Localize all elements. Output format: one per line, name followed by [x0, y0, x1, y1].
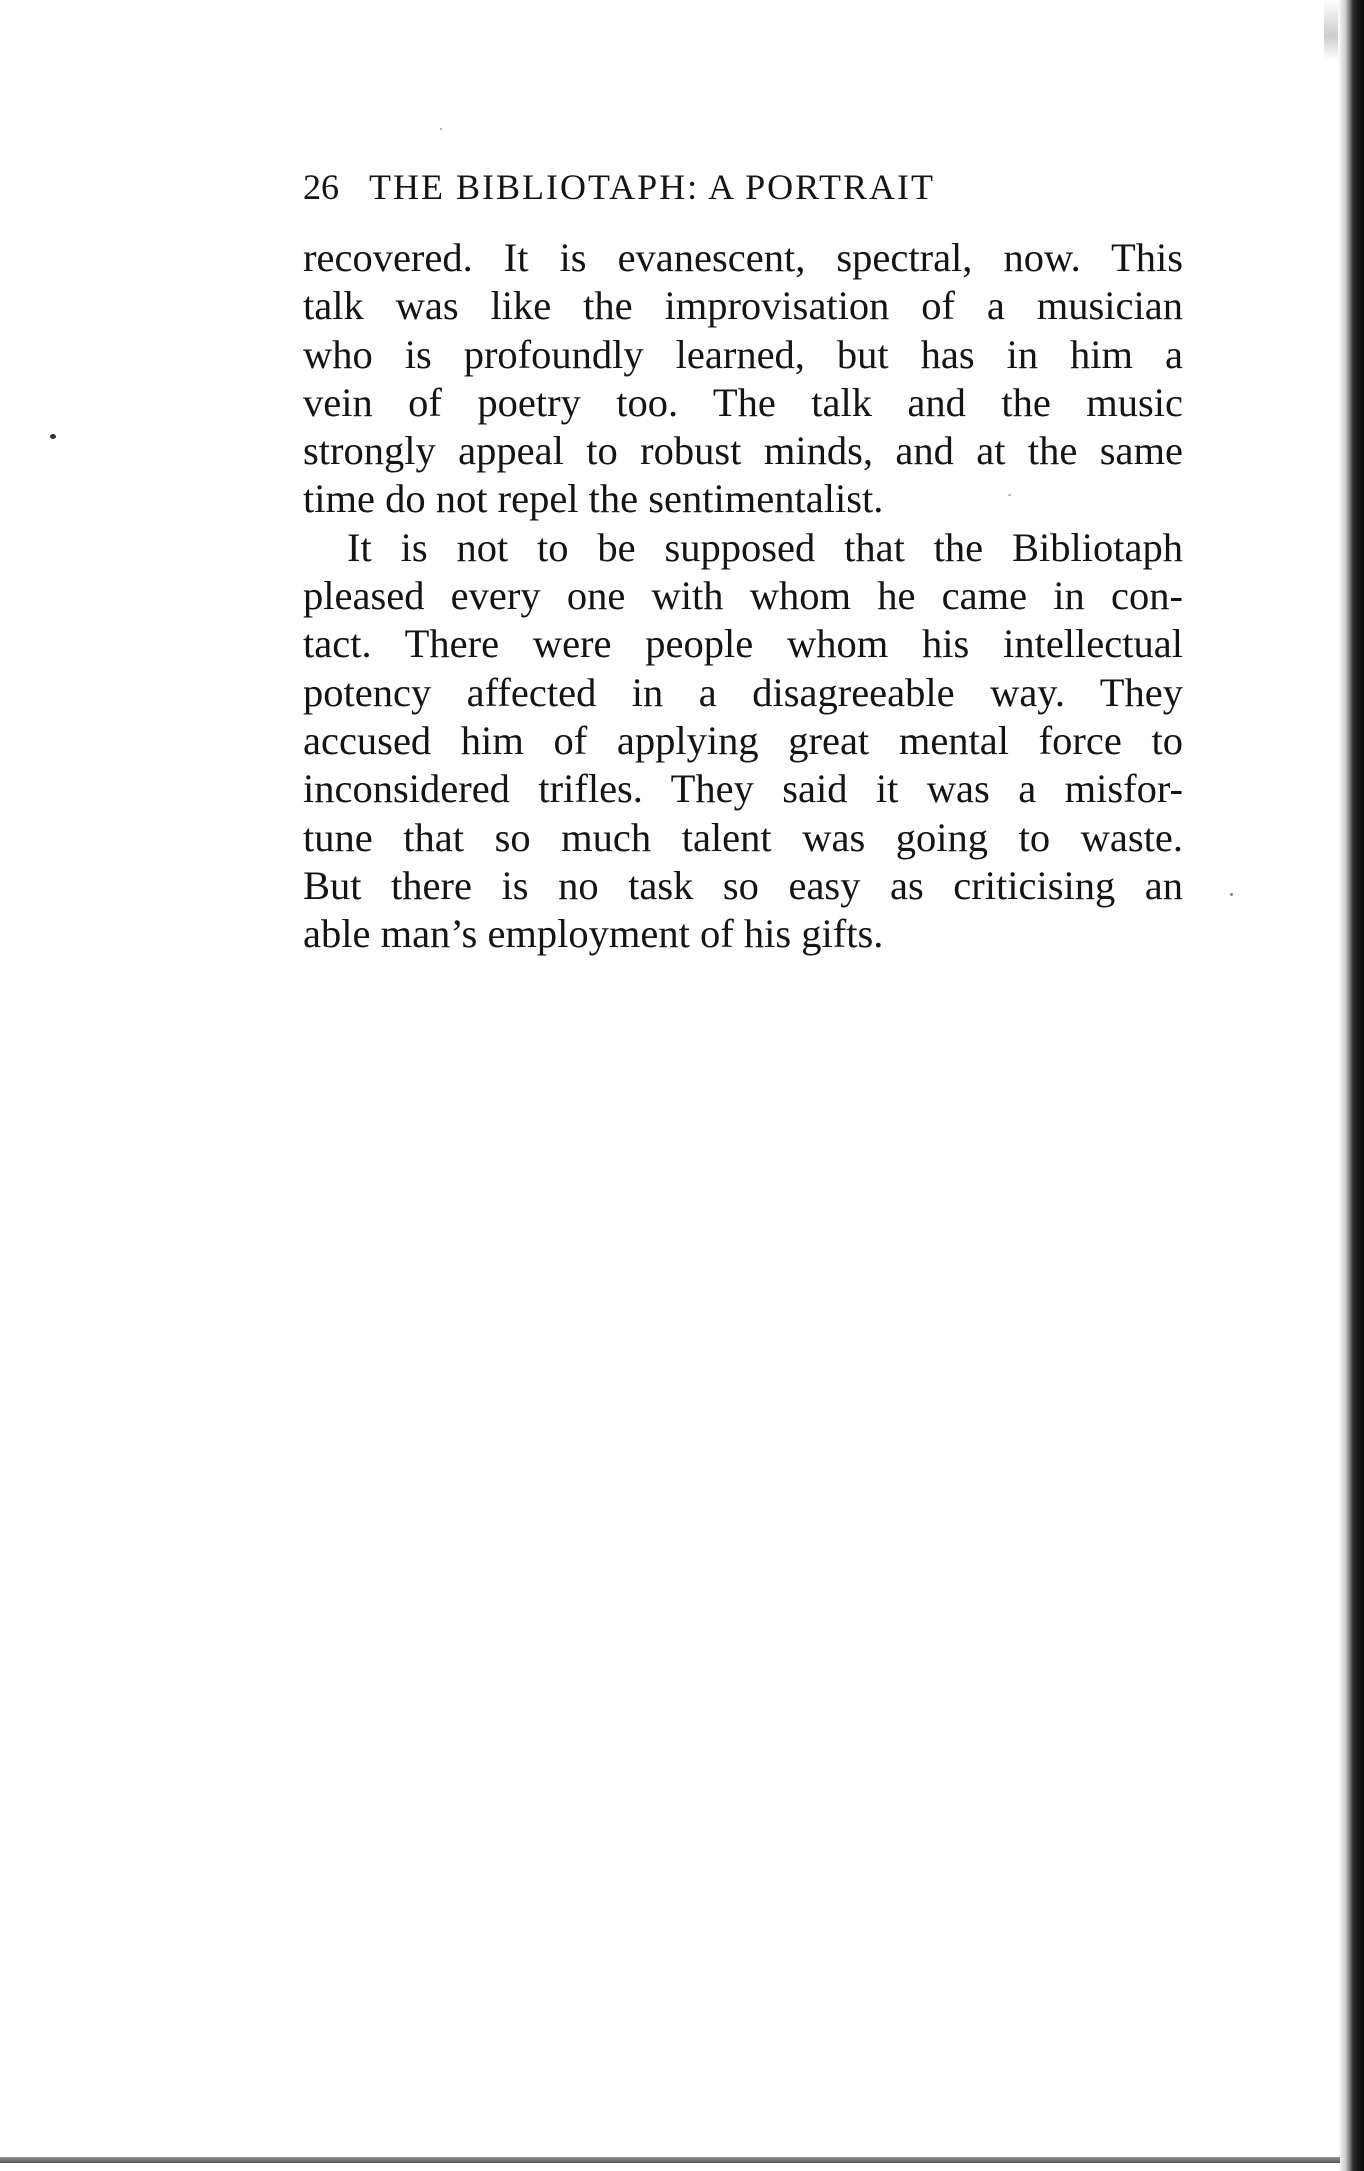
scan-speck [50, 434, 56, 439]
running-title: THE BIBLIOTAPH: A PORTRAIT [369, 167, 935, 207]
body-text [303, 234, 1183, 958]
text-line: talk was like the improvisation of a musician [303, 283, 1183, 329]
text-line: who is profoundly learned, but has in him a [303, 331, 1183, 377]
text-line: accused him of applying great mental force to [303, 717, 1183, 763]
text-line: vein of poetry too. The talk and the music [303, 379, 1183, 425]
paragraph-1 [303, 234, 1183, 524]
text-line: potency affected in a disagreeable way. They [303, 669, 1183, 715]
paragraph-2 [303, 524, 1183, 959]
text-line: tune that so much talent was going to waste. [303, 814, 1183, 860]
scan-speck [1230, 893, 1233, 896]
text-line: able man’s employment of his gifts. [303, 911, 884, 957]
text-line: strongly appeal to robust minds, and at the same [303, 428, 1183, 474]
text-line: But there is no task so easy as criticising an [303, 862, 1183, 908]
page-number: 26 [303, 167, 339, 207]
text-line: It is not to be supposed that the Bibliotaph [347, 524, 1183, 570]
scan-speck [440, 128, 442, 130]
text-line: inconsidered trifles. They said it was a misfor- [303, 766, 1183, 812]
text-line: recovered. It is evanescent, spectral, now. This [303, 235, 1183, 280]
scan-speck [1008, 494, 1011, 496]
text-line: tact. There were people whom his intellectual [303, 621, 1183, 667]
scan-bottom-edge [0, 2157, 1340, 2163]
text-line: time do not repel the sentimentalist. [303, 476, 884, 522]
scan-page-edge [1338, 0, 1364, 2171]
running-head [303, 162, 1183, 212]
text-line: pleased every one with whom he came in con- [303, 573, 1183, 619]
